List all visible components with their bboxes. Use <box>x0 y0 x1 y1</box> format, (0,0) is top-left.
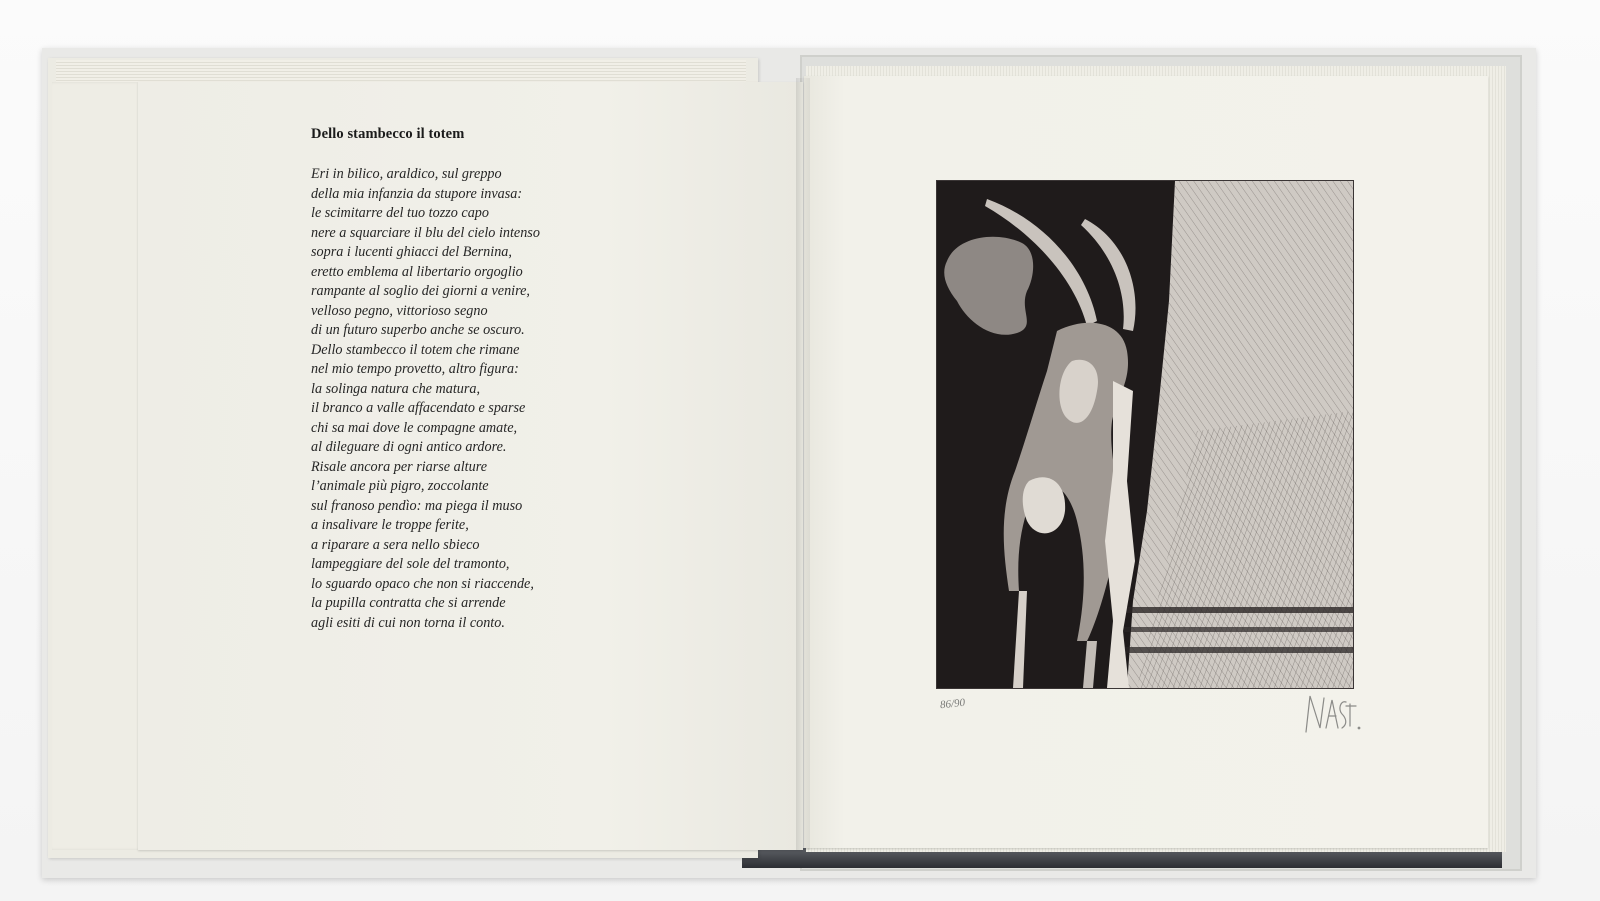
poem-line: chi sa mai dove le compagne amate, <box>311 419 518 436</box>
poem-line: sul franoso pendìo: ma piega il muso <box>311 497 523 514</box>
poem-line: Eri in bilico, araldico, sul greppo <box>311 166 502 182</box>
poem-line: sopra i lucenti ghiacci del Bernina, <box>311 244 512 260</box>
poem-line: a riparare a sera nello sbieco <box>311 536 480 553</box>
edition-number: 86/90 <box>939 696 966 712</box>
poem-line: al dileguare di ogni antico ardore. <box>311 439 507 455</box>
poem-line: velloso pegno, vittorioso segno <box>311 302 488 319</box>
poem-line: l’animale più pigro, zoccolante <box>311 478 489 494</box>
poem-line: lo sguardo opaco che non si riaccende, <box>311 575 534 592</box>
ibex-etching-image <box>937 181 1353 688</box>
poem-line: di un futuro superbo anche se oscuro. <box>311 322 525 338</box>
poem-line: la solinga natura che matura, <box>311 380 481 397</box>
left-folded-leaf <box>52 82 144 850</box>
book-gutter <box>796 78 810 850</box>
left-page-edges <box>56 60 746 83</box>
poem-line: Risale ancora per riarse alture <box>311 458 488 475</box>
poem-line: rampante al soglio dei giorni a venire, <box>311 283 530 299</box>
poem-line: il branco a valle affacendato e sparse <box>311 400 526 416</box>
poem-line: a insalivare le troppe ferite, <box>311 517 469 533</box>
artist-signature <box>1302 688 1362 742</box>
poem-line: lampeggiare del sole del tramonto, <box>311 556 510 572</box>
poem-line: Dello stambecco il totem che rimane <box>311 341 520 358</box>
poem-line: nel mio tempo provetto, altro figura: <box>311 361 519 377</box>
poem-title: Dello stambecco il totem <box>311 126 465 142</box>
poem-line: nere a squarciare il blu del cielo intenso <box>311 224 540 241</box>
poem-line: la pupilla contratta che si arrende <box>311 595 506 611</box>
poem-line: della mia infanzia da stupore invasa: <box>311 185 523 202</box>
poem-line: eretto emblema al libertario orgoglio <box>311 263 523 280</box>
poem-body <box>311 165 540 633</box>
poem-line: agli esiti di cui non torna il conto. <box>311 614 505 631</box>
etching-print <box>937 181 1353 688</box>
poem-line: le scimitarre del tuo tozzo capo <box>311 205 489 221</box>
